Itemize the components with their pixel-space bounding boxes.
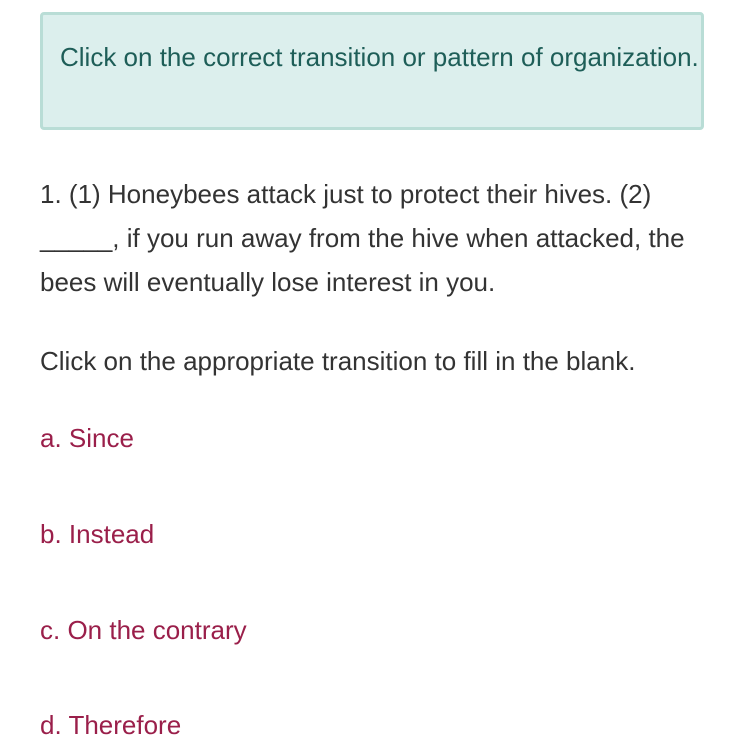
instruction-banner <box>40 12 704 130</box>
prompt-text: Click on the appropriate transition to fill in the blank. <box>40 346 636 376</box>
option-a-since[interactable]: a. Since <box>40 423 134 453</box>
option-c-on-the-contrary[interactable]: c. On the contrary <box>40 615 247 645</box>
question-text: 1. (1) Honeybees attack just to protect their hives. (2) _____, if you run away from the hive when attacked, the bees will eventually lose interest in you. <box>40 179 685 297</box>
instruction-text: Click on the correct transition or pattern of organization. <box>60 42 699 72</box>
option-b-instead[interactable]: b. Instead <box>40 519 155 549</box>
option-d-therefore[interactable]: d. Therefore <box>40 710 182 740</box>
